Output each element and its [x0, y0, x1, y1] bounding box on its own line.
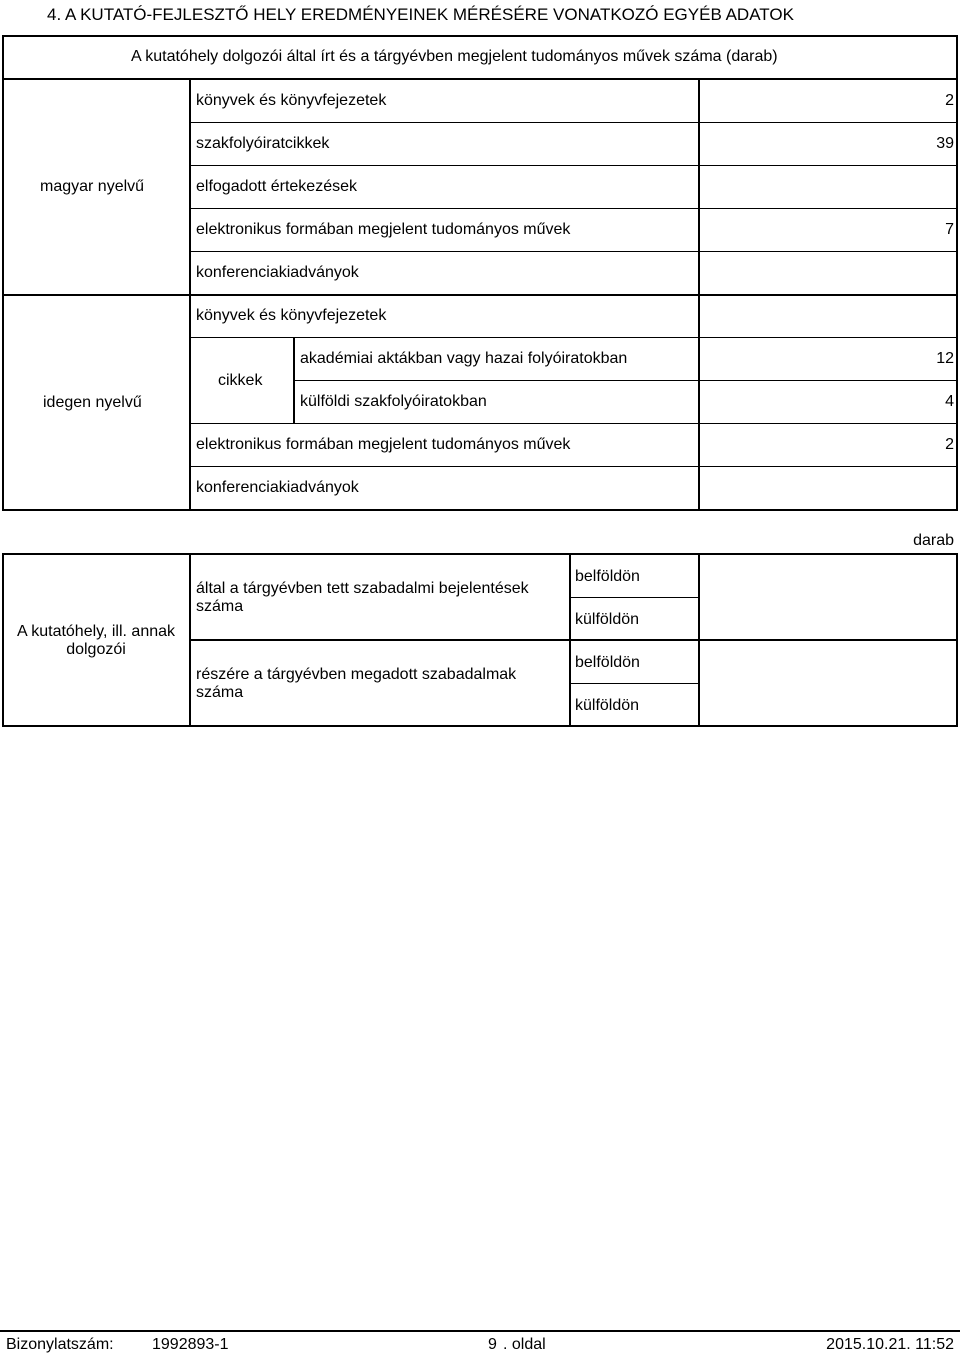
- idegen-konferencia-label: konferenciakiadványok: [196, 479, 359, 496]
- patent-group-label: részére a tárgyévben megadott szabadalmak száma: [196, 666, 517, 701]
- cikkek-row-label: külföldi szakfolyóiratokban: [300, 393, 487, 410]
- cikkek-label: cikkek: [218, 372, 263, 389]
- idegen-books-label: könyvek és könyvfejezetek: [196, 307, 387, 324]
- publications-caption: A kutatóhely dolgozói által írt és a tárgyévben megjelent tudományos művek száma (darab): [131, 48, 778, 65]
- magyar-row-label: elektronikus formában megjelent tudományos művek: [196, 221, 571, 238]
- print-datetime: 2015.10.21. 11:52: [826, 1336, 954, 1353]
- cikkek-row-value: 12: [936, 350, 954, 367]
- unit-label: darab: [913, 532, 954, 549]
- doc-number: 1992893-1: [152, 1336, 229, 1353]
- doc-number-label: Bizonylatszám:: [6, 1336, 114, 1353]
- magyar-row-label: szakfolyóiratcikkek: [196, 135, 330, 152]
- patent-sub-label: külföldön: [575, 697, 640, 714]
- page-suffix: . oldal: [503, 1336, 546, 1353]
- idegen-elektronikus-label: elektronikus formában megjelent tudományos művek: [196, 436, 571, 453]
- magyar-row-label: könyvek és könyvfejezetek: [196, 92, 387, 109]
- idegen-group-label: idegen nyelvű: [43, 394, 142, 411]
- section-heading: 4. A KUTATÓ-FEJLESZTŐ HELY EREDMÉNYEINEK MÉRÉSÉRE VONATKOZÓ EGYÉB ADATOK: [47, 5, 794, 24]
- patent-group-label: által a tárgyévben tett szabadalmi bejelentések száma: [196, 580, 529, 615]
- magyar-row-value: 39: [936, 135, 954, 152]
- patents-row-label: A kutatóhely, ill. annak dolgozói: [16, 623, 176, 658]
- page-number: 9: [488, 1336, 497, 1353]
- magyar-row-value: 2: [945, 92, 954, 109]
- page-footer: [0, 1330, 960, 1357]
- cikkek-row-label: akadémiai aktákban vagy hazai folyóiratokban: [300, 350, 628, 367]
- patent-sub-label: külföldön: [575, 611, 640, 628]
- patent-sub-label: belföldön: [575, 654, 640, 671]
- cikkek-row-value: 4: [945, 393, 954, 410]
- magyar-row-value: 7: [945, 221, 954, 238]
- magyar-row-label: konferenciakiadványok: [196, 264, 359, 281]
- idegen-elektronikus-value: 2: [945, 436, 954, 453]
- magyar-row-label: elfogadott értekezések: [196, 178, 357, 195]
- patent-sub-label: belföldön: [575, 568, 640, 585]
- magyar-group-label: magyar nyelvű: [40, 178, 145, 195]
